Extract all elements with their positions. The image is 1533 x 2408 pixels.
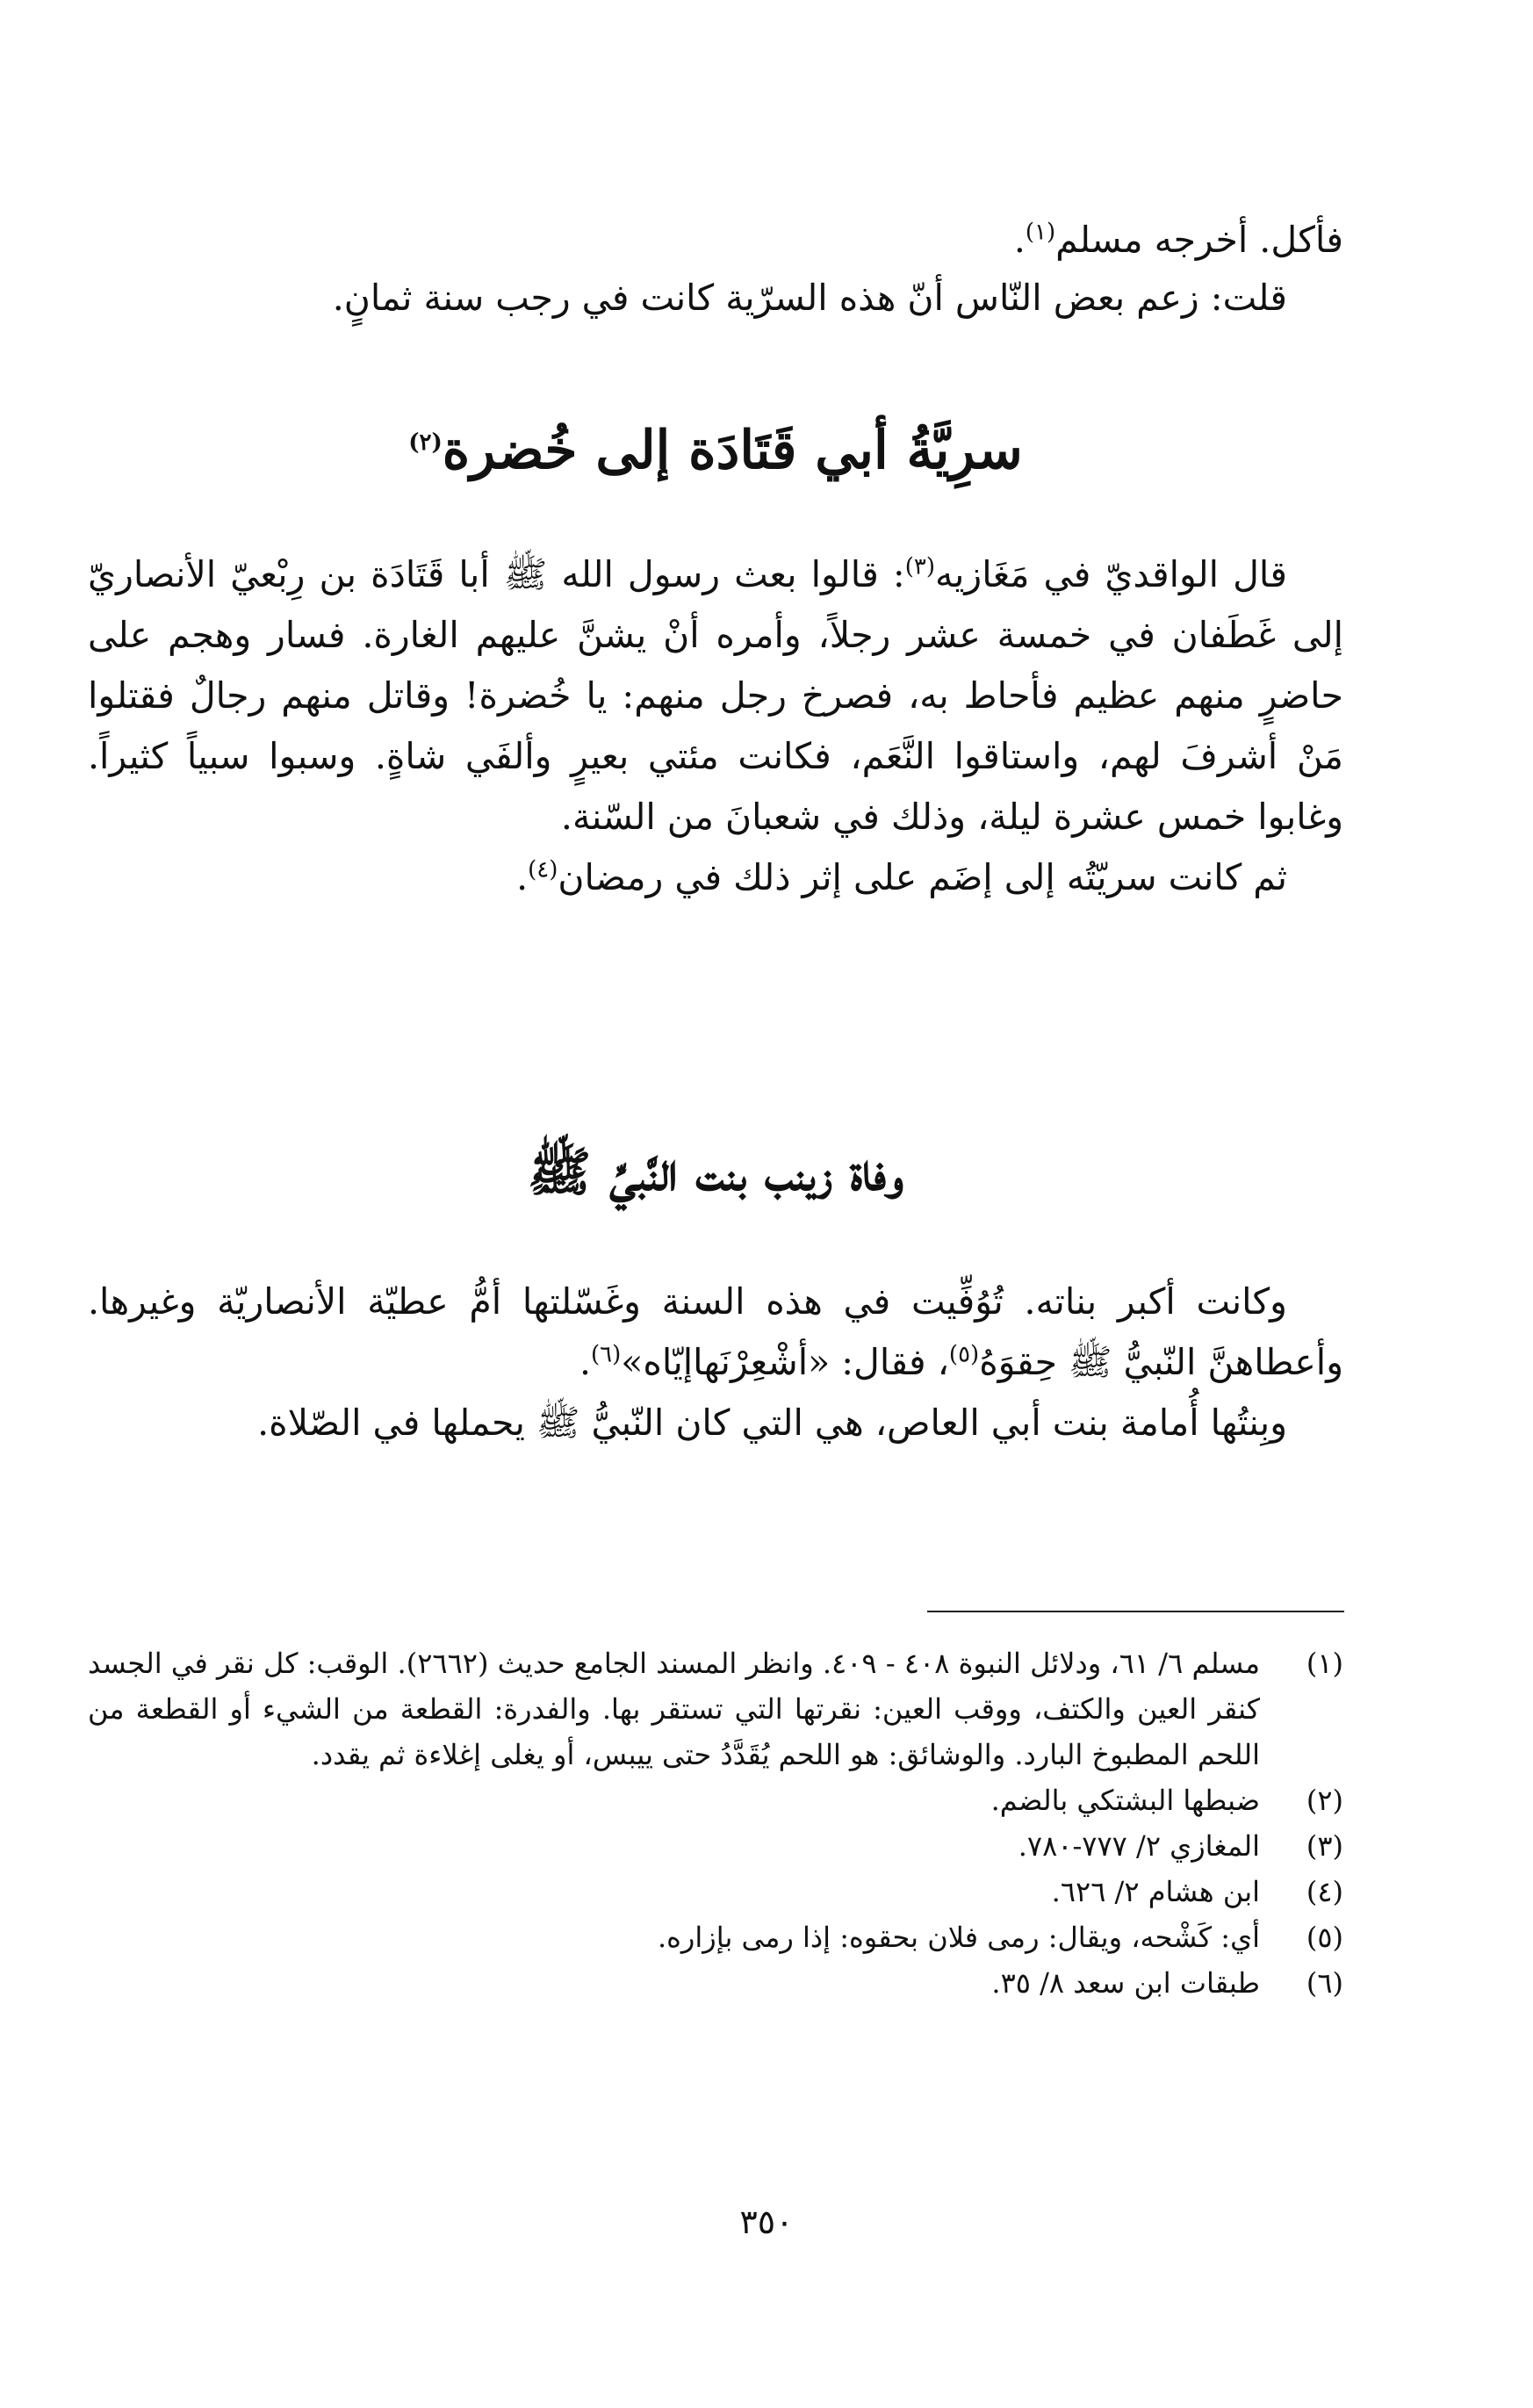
footnote-number: (٣) [1306, 1829, 1343, 1863]
footnote-text: أي: كَشْحه، ويقال: رمى فلان بحقوه: إذا رمى بإزاره. [657, 1921, 1260, 1954]
section2-p1-start: وكانت أكبر بناته. تُوُفِّيت في هذه السنة وغَسّلتها أمُّ عطيّة الأنصاريّة وغيرها. وأعطاهنَّ النّبيُّ ﷺ حِقوَهُ [88, 1280, 1343, 1383]
section1-paragraph-1 [88, 544, 1343, 847]
section2-title [88, 1133, 1343, 1212]
section2-title-text: وفاة زينب بنت النَّبيِّ ﷺ [527, 1142, 904, 1203]
section2-p2-text: وبِنتُها أُمامة بنت أبي العاص، هي التي كان النّبيُّ ﷺ يحملها في الصّلاة. [257, 1402, 1287, 1444]
footnote-number: (١) [1306, 1647, 1343, 1680]
section2-paragraph-2 [88, 1393, 1343, 1453]
footnote-ref-2[interactable]: (٢) [408, 429, 443, 456]
section1-heading-wrap [88, 411, 1343, 490]
top-line-1-end: . [1013, 219, 1026, 261]
footnote-ref-1[interactable]: (١) [1025, 219, 1056, 246]
top-line-2-text: قلت: زعم بعض النّاس أنّ هذه السرّية كانت في رجب سنة ثمانٍ. [332, 277, 1287, 319]
section2-paragraph-1 [88, 1272, 1343, 1393]
footnote-ref-3[interactable]: (٣) [904, 553, 936, 580]
footnote-ref-4[interactable]: (٤) [528, 856, 558, 883]
top-block [88, 211, 1343, 327]
footnote-2 [88, 1777, 1343, 1823]
section1-paragraph-2 [88, 847, 1343, 908]
footnote-6 [88, 1960, 1343, 2006]
section1-p2-end: . [516, 856, 529, 898]
page-number: ٣٥٠ [739, 2203, 794, 2241]
top-line-1 [88, 211, 1343, 269]
top-line-1-text: فأكل. أخرجه مسلم [1055, 219, 1343, 261]
footnote-3 [88, 1823, 1343, 1869]
footnote-text: المغازي ٢/ ٧٧٧-٧٨٠. [1018, 1829, 1260, 1863]
footnote-number: (٦) [1306, 1966, 1343, 2000]
footnote-text: ضبطها البشتكي بالضم. [990, 1784, 1260, 1817]
section2-p1-quote: ، فقال: «أشْعِرْنَهاإيّاه» [621, 1341, 949, 1383]
footnote-text: ابن هشام ٢/ ٦٢٦. [1051, 1875, 1260, 1908]
section2-heading-wrap [88, 1133, 1343, 1212]
section2-p1-end: . [579, 1341, 592, 1383]
footnotes [88, 1640, 1343, 2006]
section2-body [88, 1272, 1343, 1453]
section1-p1-rest: : قالوا بعث رسول الله ﷺ أبا قَتَادَة بن رِبْعيّ الأنصاريّ إلى غَطَفان في خمسة عشر رجلاً، وأمره أنْ يشنَّ عليهم الغارة. فسار وهجم على حاضرٍ منهم عظيم فأحاط به، فصرخ رجل منهم: يا خُضرة! وقاتل منهم رجالٌ فقتلوا مَنْ أشرفَ لهم، واستاقوا النَّعَم، فكانت مئتي بعيرٍ وألفَي شاةٍ. وسبوا سبياً كثيراً. وغابوا خمس عشرة ليلة، وذلك في شعبانَ من السّنة. [88, 553, 1343, 838]
footnote-number: (٢) [1306, 1784, 1343, 1817]
footnote-ref-5[interactable]: (٥) [948, 1341, 980, 1368]
footnote-ref-6[interactable]: (٦) [591, 1341, 622, 1368]
section1-body [88, 544, 1343, 908]
section1-title-text: سرِيَّةُ أبي قَتَادَة إلى خُضرة [442, 420, 1023, 481]
section1-p1-start: قال الواقديّ في مَغَازيه [935, 553, 1288, 595]
footnote-text: مسلم ٦/ ٦١، ودلائل النبوة ٤٠٨ - ٤٠٩. وانظر المسند الجامع حديث (٢٦٦٢). الوقب: كل نقر في الجسد كنقر العين والكتف، ووقب العين: نقرتها التي تستقر بها. والفدرة: القطعة من الشيء أو القطعة من اللحم المطبوخ البارد. والوشائق: هو اللحم يُقَدَّدُ حتى ييبس، أو يغلى إغلاءة ثم يقدد. [88, 1647, 1261, 1771]
section1-p2-text: ثم كانت سريّتُه إلى إضَم على إثر ذلك في رمضان [558, 856, 1287, 898]
footnote-4 [88, 1869, 1343, 1914]
footnote-number: (٥) [1306, 1921, 1343, 1954]
footnote-text: طبقات ابن سعد ٨/ ٣٥. [991, 1966, 1260, 2000]
footnote-number: (٤) [1306, 1875, 1343, 1908]
top-line-2 [88, 269, 1343, 327]
section1-title [88, 411, 1343, 490]
footnote-1 [88, 1640, 1343, 1777]
footnote-5 [88, 1914, 1343, 1960]
footnote-separator [927, 1611, 1344, 1612]
